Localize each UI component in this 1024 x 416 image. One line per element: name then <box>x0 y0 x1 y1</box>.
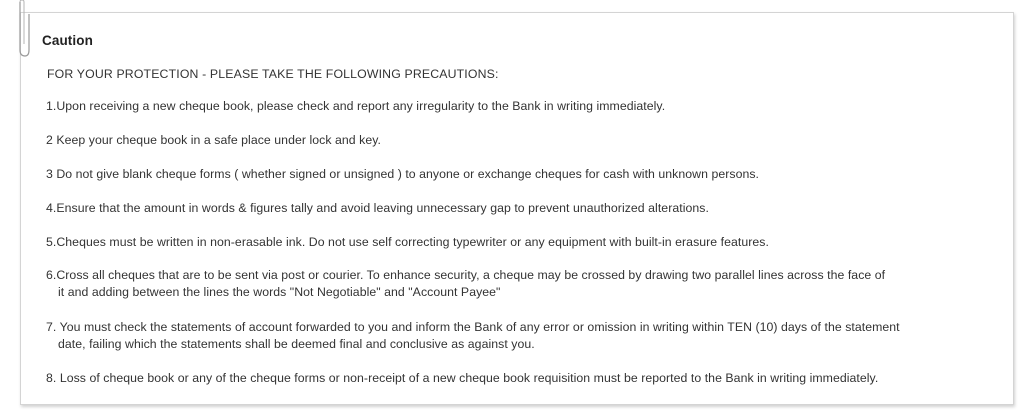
precaution-item-continuation: it and adding between the lines the words "Not Negotiable" and "Account Payee" <box>58 285 501 299</box>
precaution-item-text: 3 Do not give blank cheque forms ( whether signed or unsigned ) to anyone or exchange cheques for cash with unknown persons. <box>46 167 760 181</box>
precaution-item <box>46 267 996 301</box>
precautions-intro: FOR YOUR PROTECTION - PLEASE TAKE THE FOLLOWING PRECAUTIONS: <box>47 67 499 81</box>
precaution-item-text: 6.Cross all cheques that are to be sent via post or courier. To enhance security, a cheque may be crossed by drawing two parallel lines across the face of <box>46 268 886 282</box>
precaution-item-text: 7. You must check the statements of account forwarded to you and inform the Bank of any error or omission in writing within TEN (10) days of the statement <box>46 320 900 334</box>
caution-title: Caution <box>42 33 93 48</box>
precaution-item <box>46 98 996 115</box>
precaution-item-text: 1.Upon receiving a new cheque book, please check and report any irregularity to the Bank in writing immediately. <box>46 99 666 113</box>
precaution-item-continuation: date, failing which the statements shall be deemed final and conclusive as against you. <box>58 337 535 351</box>
precaution-item-text: 8. Loss of cheque book or any of the cheque forms or non-receipt of a new cheque book requisition must be reported to the Bank in writing immediately. <box>46 371 879 385</box>
precaution-item <box>46 234 996 251</box>
precaution-item-text: 5.Cheques must be written in non-erasable ink. Do not use self correcting typewriter or any equipment with built-in erasure features. <box>46 235 769 249</box>
precaution-item-text: 4.Ensure that the amount in words & figures tally and avoid leaving unnecessary gap to prevent unauthorized alterations. <box>46 201 709 215</box>
precaution-item <box>46 319 996 353</box>
precaution-item-text: 2 Keep your cheque book in a safe place under lock and key. <box>46 133 381 147</box>
precaution-item <box>46 200 996 217</box>
precaution-item <box>46 166 996 183</box>
paperclip-icon <box>16 0 30 58</box>
precaution-item <box>46 132 996 149</box>
precaution-item <box>46 370 996 387</box>
